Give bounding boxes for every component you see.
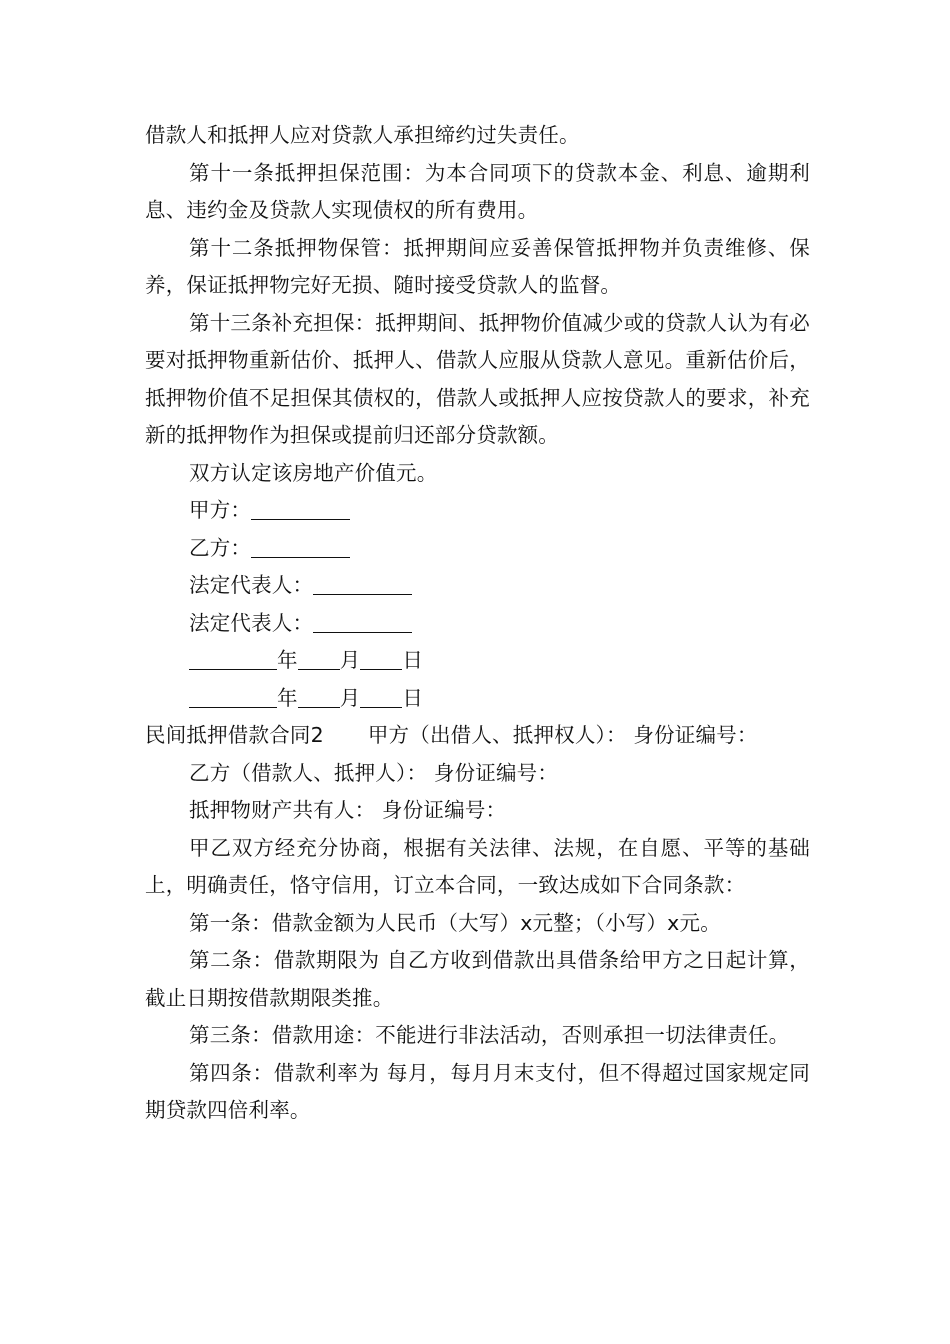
article-11: 第十一条抵押担保范围：为本合同项下的贷款本金、利息、逾期利息、违约金及贷款人实现债权的所有费用。 <box>145 160 810 222</box>
year-label: 年 <box>277 648 298 672</box>
month-blank <box>298 647 340 670</box>
signature-label: 法定代表人： <box>189 610 314 635</box>
signature-blank <box>313 610 412 633</box>
paragraph: 借款人和抵押人应对贷款人承担缔约过失责任。 <box>145 123 580 147</box>
signature-label: 甲方： <box>189 498 252 522</box>
contract-2-party-a: 甲方（出借人、抵押权人）： 身份证编号： <box>367 723 758 747</box>
signature-label: 法定代表人： <box>189 573 314 597</box>
year-label: 年 <box>277 685 298 710</box>
signature-line-representative-1 <box>145 567 810 605</box>
contract-2-title: 民间抵押借款合同2 <box>145 723 324 747</box>
month-label: 月 <box>339 648 361 672</box>
date-line-2 <box>145 680 810 718</box>
contract-2-co-owner: 抵押物财产共有人： 身份证编号： <box>189 798 507 822</box>
day-label: 日 <box>402 648 424 672</box>
property-value-statement: 双方认定该房地产价值元。 <box>189 460 438 485</box>
contract-2-article-2: 第二条：借款期限为 自乙方收到借款出具借条给甲方之日起计算，截止日期按借款期限类推。 <box>145 948 810 1010</box>
date-line-1 <box>145 642 810 680</box>
contract-2-preamble: 甲乙双方经充分协商，根据有关法律、法规，在自愿、平等的基础上，明确责任，恪守信用，订立本合同，一致达成如下合同条款： <box>145 835 810 897</box>
signature-line-party-b <box>145 530 810 568</box>
contract-2-article-3: 第三条：借款用途：不能进行非法活动，否则承担一切法律责任。 <box>189 1023 790 1047</box>
document-body <box>145 117 810 1130</box>
signature-blank <box>313 572 412 595</box>
day-label: 日 <box>402 685 424 710</box>
signature-label: 乙方： <box>189 535 252 560</box>
contract-2-article-4: 第四条：借款利率为 每月，每月月末支付，但不得超过国家规定同期贷款四倍利率。 <box>145 1060 810 1122</box>
contract-2-party-b: 乙方（借款人、抵押人）： 身份证编号： <box>189 760 559 785</box>
signature-line-representative-2 <box>145 605 810 643</box>
year-blank <box>189 685 277 708</box>
day-blank <box>360 685 402 708</box>
article-12: 第十二条抵押物保管：抵押期间应妥善保管抵押物并负责维修、保养，保证抵押物完好无损、随时接受贷款人的监督。 <box>145 235 810 297</box>
year-blank <box>189 647 277 670</box>
signature-blank <box>251 535 350 558</box>
day-blank <box>360 647 402 670</box>
article-13: 第十三条补充担保：抵押期间、抵押物价值减少或的贷款人认为有必要对抵押物重新估价、抵押人、借款人应服从贷款人意见。重新估价后，抵押物价值不足担保其债权的，借款人或抵押人应按贷款人的要求，补充新的抵押物作为担保或提前归还部分贷款额。 <box>145 310 810 447</box>
month-label: 月 <box>339 685 361 710</box>
contract-2-article-1: 第一条：借款金额为人民币（大写）x元整；（小写）x元。 <box>189 910 721 935</box>
month-blank <box>298 685 340 708</box>
signature-blank <box>251 497 350 520</box>
signature-line-party-a <box>145 492 810 530</box>
contract-2-header <box>145 717 810 755</box>
